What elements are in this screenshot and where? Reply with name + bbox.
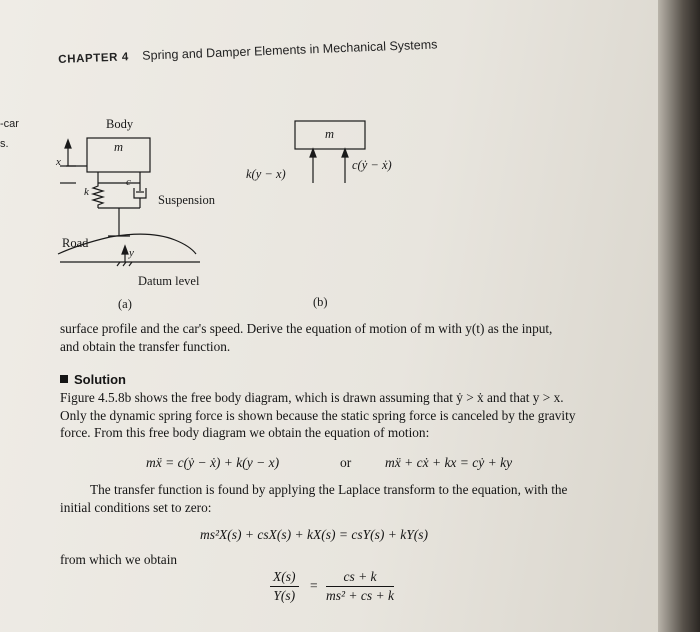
p2-line-1: The transfer function is found by applying the Laplace transform to the equation, with the bbox=[90, 482, 568, 497]
margin-fragment-1: -car bbox=[0, 118, 19, 130]
label-body: Body bbox=[106, 117, 134, 131]
caption-b: (b) bbox=[313, 295, 328, 309]
laplace-equation: ms²X(s) + csX(s) + kX(s) = csY(s) + kY(s) bbox=[200, 527, 428, 542]
label-suspension: Suspension bbox=[158, 193, 215, 207]
label-mass-a: m bbox=[114, 140, 124, 154]
solution-paragraph-2 bbox=[60, 481, 640, 516]
tf-denominator-left: Y(s) bbox=[273, 588, 296, 603]
margin-fragment-2: s. bbox=[0, 138, 9, 150]
tf-left-fraction bbox=[270, 569, 299, 604]
p1-line-2: Only the dynamic spring force is shown because the static spring force is canceled by the gravity bbox=[60, 407, 576, 423]
bullet-square-icon bbox=[60, 375, 68, 383]
intro-paragraph bbox=[60, 320, 640, 355]
solution-paragraph-1 bbox=[60, 389, 640, 442]
label-road: Road bbox=[62, 236, 89, 250]
p1-line-1: Figure 4.5.8b shows the free body diagram, which is drawn assuming that ẏ > ẋ and that y > x. bbox=[60, 390, 564, 405]
solution-paragraph-3: from which we obtain bbox=[60, 552, 178, 567]
equation-of-motion-1: mẍ = c(ẏ − ẋ) + k(y − x) bbox=[146, 455, 280, 470]
tf-right-fraction bbox=[326, 569, 394, 604]
label-k: k bbox=[84, 186, 89, 198]
label-datum: Datum level bbox=[138, 274, 200, 288]
tf-equals: = bbox=[310, 578, 318, 593]
y-arrowhead bbox=[122, 246, 128, 254]
label-x: x bbox=[56, 156, 61, 168]
intro-line-1: surface profile and the car's speed. Derive the equation of motion of m with y(t) as the input, bbox=[60, 321, 553, 336]
label-spring-force: k(y − x) bbox=[246, 167, 286, 181]
solution-heading: Solution bbox=[60, 372, 126, 387]
label-y: y bbox=[129, 247, 134, 259]
tf-numerator-right: cs + k bbox=[326, 569, 394, 587]
tf-numerator-left: X(s) bbox=[270, 569, 299, 587]
caption-a: (a) bbox=[118, 297, 132, 311]
equation-or: or bbox=[340, 455, 352, 470]
p2-line-2: initial conditions set to zero: bbox=[60, 499, 212, 515]
label-damper-force: c(ẏ − ẋ) bbox=[352, 158, 392, 172]
tf-denominator-right: ms² + cs + k bbox=[326, 588, 395, 603]
p1-line-3: force. From this free body diagram we obtain the equation of motion: bbox=[60, 425, 430, 440]
chapter-title: Spring and Damper Elements in Mechanical Systems bbox=[142, 37, 438, 63]
label-c: c bbox=[126, 176, 131, 188]
x-arrowhead bbox=[65, 140, 71, 148]
chapter-number: CHAPTER 4 bbox=[58, 51, 130, 66]
equation-of-motion-2: mẍ + cẋ + kx = cẏ + ky bbox=[385, 455, 513, 470]
spring bbox=[93, 183, 103, 208]
intro-line-2: and obtain the transfer function. bbox=[60, 338, 231, 354]
label-mass-b: m bbox=[325, 127, 335, 141]
